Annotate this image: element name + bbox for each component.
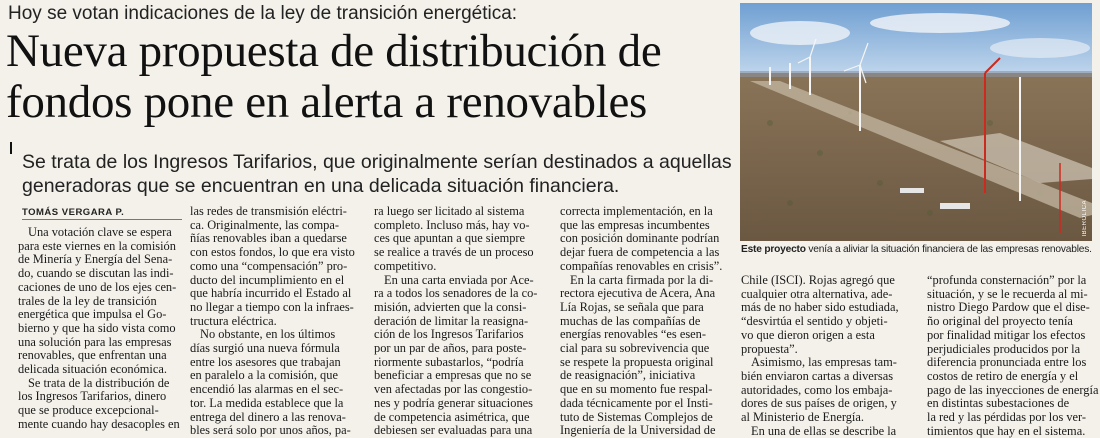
body-line: deración de limitar la reasigna- [374,313,529,328]
body-line: en distintas subestaciones de [927,396,1070,411]
headline [6,26,726,128]
body-line: ven afectadas por las congestio- [374,382,533,397]
body-line: ca. Originalmente, las compa- [190,217,339,232]
body-line: en paralelo a la comisión, que [190,368,338,383]
body-line: cial para su sobrevivencia que [560,341,710,356]
body-line: nistro Diego Pardow que el dise- [927,300,1090,315]
body-line: energética que impulsa el Go- [18,307,167,322]
body-line: días surgió una nueva fórmula [190,341,340,356]
body-line: bles será solo por unos años, pa- [190,423,351,438]
body-line: situación, y se le recuerda al mi- [927,286,1088,301]
body-line: tuto de Sistemas Complejos de [560,409,713,424]
body-line: ces que apuntan a que siempre [374,231,526,246]
body-line: trales de la ley de transición [18,293,157,308]
body-line: ra a todos los senadores de la co- [374,286,538,301]
deck-line-1: Se trata de los Ingresos Tarifarios, que originalmente serían destinados a aquellas [22,151,732,173]
body-line: Ingeniería de la Universidad de [560,423,716,438]
body-line: de Minería y Energía del Sena- [18,252,173,267]
kicker: Hoy se votan indicaciones de la ley de transición energética: [8,3,518,24]
body-line: con estos fondos, lo que era visto [190,245,355,260]
body-line: tor. La medida establece que la [190,395,344,410]
body-line: dejar fuera de competencia a las [560,245,720,260]
body-column-4 [560,205,723,438]
body-line: “profunda consternación” por la [927,273,1087,287]
body-line: energías renovables “es esen- [560,327,706,342]
body-line: autoridades, como los embaja- [741,382,893,397]
caption-lead: Este proyecto [741,244,806,255]
body-line: mente cuando hay desacoples en [18,416,180,431]
body-line: compañías renovables en crisis”. [560,258,723,273]
body-line: delicada situación económica. [18,362,167,377]
body-line: Lía Rojas, se señala que para [560,299,704,314]
body-line: que se produce excepcional- [18,403,159,418]
body-column-5 [741,274,904,438]
body-line: tructura eléctrica. [190,313,277,328]
body-line: se respete la propuesta original [560,354,714,369]
wind-farm-illustration [740,3,1092,241]
deck-marker [10,142,12,154]
deck-line-2: generadoras que se encuentran en una delicada situación financiera. [22,175,620,197]
byline-divider [22,219,182,220]
body-line: que habría incurrido el Estado al [190,286,352,301]
headline-line-1: Nueva propuesta de distribución de [6,25,662,77]
body-line: En una carta enviada por Ace- [384,272,534,287]
body-line: cualquier otra alternativa, ade- [741,286,893,301]
body-line: debiesen ser evaluadas para una [374,423,533,438]
body-line: En la carta firmada por la di- [570,272,714,287]
body-line: correcta implementación, en la [560,204,713,218]
body-line: costos de retiro de energía y el [927,368,1079,383]
body-line: No obstante, en los últimos [200,327,336,342]
body-line: competitivo. [374,258,437,273]
body-line: timientos que hay en el sistema. [927,423,1086,438]
body-line: Una votación clave se espera [28,225,172,239]
body-line: por un par de años, para poste- [374,341,527,356]
body-line: diferencia pronunciada entre los [927,355,1087,370]
body-line: En una de ellas se describe la [751,423,897,438]
photo-caption [741,243,1096,257]
wind-farm-photo [740,3,1092,241]
body-line: de reasignación”, iniciativa [560,368,696,383]
body-line: las redes de transmisión eléctri- [190,204,347,218]
body-line: pago de las inyecciones de energía [927,382,1099,397]
body-line: por finalidad mitigar los efectos [927,327,1086,342]
body-line: riormente subastarlos, “podría [374,354,524,369]
body-column-2 [190,205,353,438]
body-column-1 [18,226,181,432]
body-line: como una “compensación” pro- [190,258,348,273]
body-line: ra luego ser licitado al sistema [374,204,525,218]
body-line: entre los asesores que trabajan [190,354,341,369]
body-line: los Ingresos Tarifarios, dinero [18,389,167,404]
body-line: Se trata de la distribución de [28,375,170,390]
body-line: do, cuando se discutan las indi- [18,266,174,281]
body-line: la red y las pérdidas por los ver- [927,410,1087,425]
body-line: beneficiar a empresas que no se [374,368,532,383]
body-line: caciones de uno de los ejes cen- [18,279,177,294]
photo-credit: IBEROLICA [1082,200,1088,237]
body-line: rectora ejecutiva de Acera, Ana [560,286,716,301]
body-line: nes y podría generar situaciones [374,395,533,410]
body-line: encendió las alarmas en el sec- [190,382,344,397]
body-line: se realice a través de un proceso [374,245,534,260]
body-line: ñías renovables iban a quedarse [190,231,347,246]
body-line: propuesta”. [741,341,798,356]
body-line: dores de sus países de origen, y [741,396,897,411]
body-line: ción de los Ingresos Tarifarios [374,327,524,342]
body-line: para este viernes en la comisión [18,238,176,253]
body-line: entrega del dinero a las renova- [190,409,346,424]
body-line: Asimismo, las empresas tam- [751,355,897,370]
body-line: con posición dominante podrían [560,231,720,246]
body-line: perjudiciales producidos por la [927,341,1081,356]
body-line: de competencia asimétrica, que [374,409,530,424]
body-line: “desvirtúa el sentido y objeti- [741,314,888,329]
body-line: bierno y que ha sido vista como [18,320,176,335]
body-line: ño original del proyecto tenía [927,314,1073,329]
body-line: misión, advierten que la consi- [374,299,527,314]
body-line: bién enviaron cartas a diversas [741,368,894,383]
byline: TOMÁS VERGARA P. [22,207,125,218]
body-line: que las empresas incumbentes [560,217,710,232]
body-line: completo. Incluso más, hay vo- [374,217,530,232]
headline-line-2: fondos pone en alerta a renovables [6,76,648,128]
body-column-6 [927,273,1099,438]
body-line: una solución para las empresas [18,334,172,349]
body-line: muchas de las compañías de [560,313,701,328]
caption-text: venía a aliviar la situación financiera de las empresas renovables. [805,244,1092,255]
body-line: más de no haber sido estudiada, [741,300,899,315]
body-line: no llegar a tiempo con la infraes- [190,299,354,314]
body-column-3 [374,205,537,438]
body-line: vo que dieron origen a esta [741,327,875,342]
body-line: que en su momento fue respal- [560,382,713,397]
body-line: Chile (ISCI). Rojas agregó que [741,273,895,287]
deck [22,150,732,198]
body-line: al Ministerio de Energía. [741,410,864,425]
body-line: dada técnicamente por el Insti- [560,395,713,410]
body-line: renovables, que enfrentan una [18,348,167,363]
body-line: ducto del incumplimiento en el [190,272,345,287]
